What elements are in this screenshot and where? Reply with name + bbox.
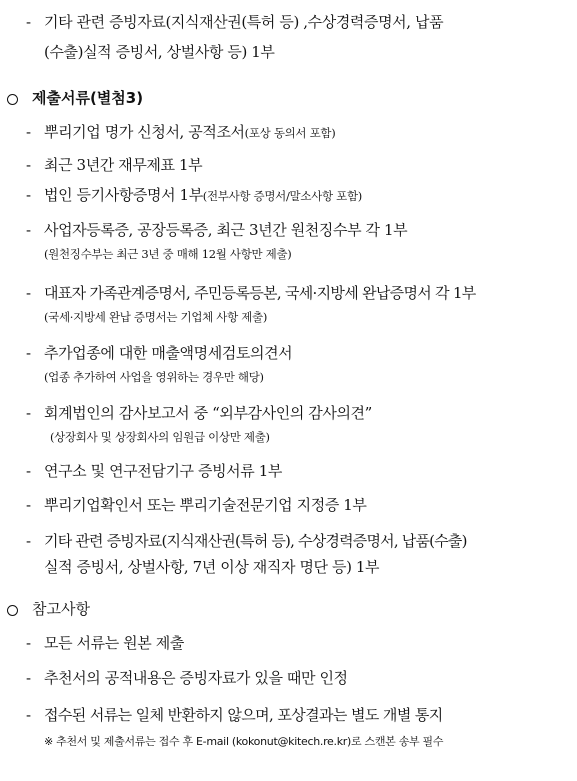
list-dash: -	[26, 462, 32, 480]
section-bullet-icon	[7, 605, 18, 616]
list-dash: -	[26, 706, 32, 724]
intro-item-line2: (수출)실적 증빙서, 상벌사항 등) 1부	[44, 43, 275, 61]
list-item-note: (국세·지방세 완납 증명서는 기업체 사항 제출)	[44, 310, 268, 324]
section-title-submission: 제출서류(별첨3)	[32, 89, 144, 107]
section-bullet-icon	[7, 94, 18, 105]
list-item-note: (상장회사 및 상장회사의 임원급 이상만 제출)	[50, 430, 270, 444]
list-item: 뿌리기업확인서 또는 뿌리기술전문기업 지정증 1부	[44, 496, 367, 514]
list-item: 추가업종에 대한 매출액명세검토의견서	[44, 344, 293, 362]
list-item-note: (업종 추가하여 사업을 영위하는 경우만 해당)	[44, 370, 264, 384]
list-item-note: (원천징수부는 최근 3년 중 매해 12월 사항만 제출)	[44, 247, 292, 261]
section-title-reference: 참고사항	[32, 600, 90, 618]
list-dash: -	[26, 123, 32, 141]
list-item: 모든 서류는 원본 제출	[44, 634, 184, 652]
list-dash: -	[26, 13, 32, 31]
list-dash: -	[26, 669, 32, 687]
list-item: 추천서의 공적내용은 증빙자료가 있을 때만 인정	[44, 669, 348, 687]
list-dash: -	[26, 634, 32, 652]
list-item: 회계법인의 감사보고서 중 “외부감사인의 감사의견”	[44, 404, 372, 422]
list-item: 법인 등기사항증명서 1부(전부사항 증명서/말소사항 포함)	[44, 186, 362, 204]
list-item: 최근 3년간 재무제표 1부	[44, 156, 203, 174]
list-dash: -	[26, 344, 32, 362]
list-dash: -	[26, 156, 32, 174]
list-item: 대표자 가족관계증명서, 주민등록등본, 국세·지방세 완납증명서 각 1부	[44, 284, 476, 302]
list-item: 연구소 및 연구전담기구 증빙서류 1부	[44, 462, 282, 480]
intro-item-line1: 기타 관련 증빙자료(지식재산권(특허 등) ,수상경력증명서, 납품	[44, 13, 444, 31]
list-dash: -	[26, 404, 32, 422]
footnote: ※ 추천서 및 제출서류는 접수 후 E-mail (kokonut@kitech.re.kr)로 스캔본 송부 필수	[44, 735, 444, 748]
list-item-continuation: 실적 증빙서, 상벌사항, 7년 이상 재직자 명단 등) 1부	[44, 558, 380, 576]
list-dash: -	[26, 532, 32, 550]
list-item: 기타 관련 증빙자료(지식재산권(특허 등), 수상경력증명서, 납품(수출)	[44, 532, 467, 550]
list-dash: -	[26, 186, 32, 204]
list-dash: -	[26, 221, 32, 239]
list-dash: -	[26, 284, 32, 302]
list-dash: -	[26, 496, 32, 514]
list-item: 접수된 서류는 일체 반환하지 않으며, 포상결과는 별도 개별 통지	[44, 706, 443, 724]
list-item: 뿌리기업 명가 신청서, 공적조서(포상 동의서 포함)	[44, 123, 336, 141]
list-item: 사업자등록증, 공장등록증, 최근 3년간 원천징수부 각 1부	[44, 221, 408, 239]
